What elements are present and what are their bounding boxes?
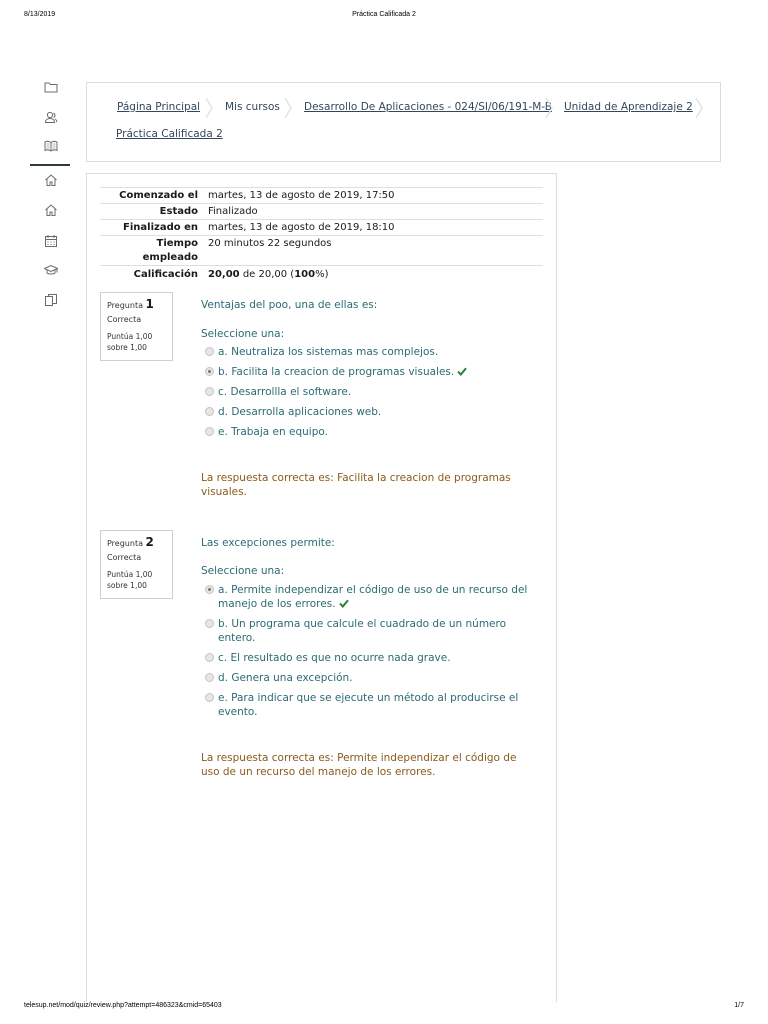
question-text: Las excepciones permite: — [201, 537, 335, 549]
print-header — [0, 11, 768, 21]
grade-percent: 100 — [294, 269, 316, 280]
files-icon[interactable] — [44, 293, 58, 307]
summary-time-label-1: Tiempo — [156, 238, 198, 249]
answer-option-text: b. Un programa que calcule el cuadrado de un número entero. — [218, 618, 507, 644]
breadcrumb-unit[interactable]: Unidad de Aprendizaje 2 — [564, 101, 693, 113]
summary-row-time — [100, 235, 543, 265]
answer-option-text-wrap — [218, 583, 536, 611]
question-points-line-2: sobre 1,00 — [107, 343, 147, 352]
chevron-right-icon — [205, 98, 213, 118]
correct-answer-feedback: La respuesta correcta es: Facilita la creacion de programas visuales. — [201, 472, 511, 498]
grade-score: 20,00 — [208, 269, 240, 280]
answer-option-text: d. Desarrolla aplicaciones web. — [218, 406, 382, 418]
question-label: Pregunta — [107, 301, 143, 310]
nav-separator — [30, 164, 70, 166]
radio-button[interactable] — [205, 619, 214, 628]
answer-option-text: d. Genera una excepción. — [218, 672, 353, 684]
question-info-box — [100, 292, 173, 361]
summary-started-label: Comenzado el — [119, 190, 198, 201]
question-points-line-1: Puntúa 1,00 — [107, 570, 153, 579]
breadcrumb — [86, 82, 721, 162]
summary-finished-value: martes, 13 de agosto de 2019, 18:10 — [208, 222, 395, 233]
chevron-right-icon — [695, 98, 703, 118]
summary-time-value: 20 minutos 22 segundos — [208, 238, 332, 249]
question-status: Correcta — [107, 315, 142, 324]
answer-option-text-wrap — [218, 365, 536, 379]
answer-option-text: e. Trabaja en equipo. — [218, 426, 328, 438]
print-url: telesup.net/mod/quiz/review.php?attempt=486323&cmid=65403 — [24, 1002, 222, 1009]
graduation-cap-icon[interactable] — [44, 263, 58, 277]
answer-option-text: e. Para indicar que se ejecute un método al producirse el evento. — [218, 692, 519, 718]
grade-of: de 20,00 ( — [239, 269, 295, 280]
radio-button[interactable] — [205, 407, 214, 416]
question-number-value: 1 — [145, 297, 154, 311]
breadcrumb-course[interactable]: Desarrollo De Aplicaciones - 024/SI/06/191-M-B — [304, 101, 552, 113]
question-prompt: Seleccione una: — [201, 565, 285, 577]
radio-button[interactable] — [205, 673, 214, 682]
question-prompt: Seleccione una: — [201, 328, 285, 340]
radio-button-checked[interactable] — [205, 367, 214, 376]
summary-time-label-2: empleado — [142, 252, 198, 263]
answer-option-text: c. El resultado es que no ocurre nada grave. — [218, 652, 451, 664]
summary-finished-label: Finalizado en — [123, 222, 198, 233]
breadcrumb-quiz[interactable]: Práctica Calificada 2 — [116, 128, 223, 140]
answer-option-text: b. Facilita la creacion de programas visuales. — [218, 366, 455, 378]
summary-grade-label: Calificación — [133, 269, 198, 280]
question-label: Pregunta — [107, 539, 143, 548]
calendar-icon[interactable] — [44, 234, 58, 248]
summary-row-started — [100, 187, 543, 203]
print-title: Práctica Calificada 2 — [352, 11, 416, 18]
radio-button[interactable] — [205, 427, 214, 436]
print-footer — [0, 1002, 768, 1012]
question-info-box — [100, 530, 173, 599]
question-number — [107, 536, 172, 550]
radio-button[interactable] — [205, 347, 214, 356]
summary-state-value: Finalizado — [208, 206, 258, 217]
question-points-line-2: sobre 1,00 — [107, 581, 147, 590]
radio-button[interactable] — [205, 693, 214, 702]
chevron-right-icon — [284, 98, 292, 118]
summary-row-finished — [100, 219, 543, 235]
grade-end: %) — [315, 269, 329, 280]
chevron-right-icon — [545, 98, 553, 118]
question-points — [107, 569, 172, 591]
summary-row-grade — [100, 265, 543, 283]
answer-option-text: a. Neutraliza los sistemas mas complejos. — [218, 346, 439, 358]
home-icon[interactable] — [44, 173, 58, 187]
print-page-number: 1/7 — [734, 1002, 744, 1009]
folder-icon[interactable] — [44, 80, 58, 94]
question-text: Ventajas del poo, una de ellas es: — [201, 299, 378, 311]
correct-check-icon — [339, 599, 349, 608]
book-icon[interactable] — [44, 139, 58, 153]
print-date: 8/13/2019 — [24, 11, 56, 18]
question-number-value: 2 — [145, 535, 154, 549]
radio-button[interactable] — [205, 387, 214, 396]
correct-answer-feedback: La respuesta correcta es: Permite independizar el código de uso de un recurso del manejo de los errores. — [201, 752, 517, 778]
answer-option-text: c. Desarrollla el software. — [218, 386, 352, 398]
question-points-line-1: Puntúa 1,00 — [107, 332, 153, 341]
participants-icon[interactable] — [44, 110, 58, 124]
radio-button[interactable] — [205, 653, 214, 662]
dashboard-icon[interactable] — [44, 203, 58, 217]
summary-grade-value — [208, 268, 329, 282]
breadcrumb-my-courses[interactable]: Mis cursos — [225, 101, 280, 113]
question-number — [107, 298, 172, 312]
summary-started-value: martes, 13 de agosto de 2019, 17:50 — [208, 190, 395, 201]
question-points — [107, 331, 172, 353]
summary-row-state — [100, 203, 543, 219]
summary-state-label: Estado — [159, 206, 198, 217]
correct-check-icon — [457, 367, 467, 376]
radio-button-checked[interactable] — [205, 585, 214, 594]
question-status: Correcta — [107, 553, 142, 562]
breadcrumb-home[interactable]: Página Principal — [117, 101, 201, 113]
answer-option-text: a. Permite independizar el código de uso de un recurso del manejo de los errores. — [218, 584, 528, 610]
